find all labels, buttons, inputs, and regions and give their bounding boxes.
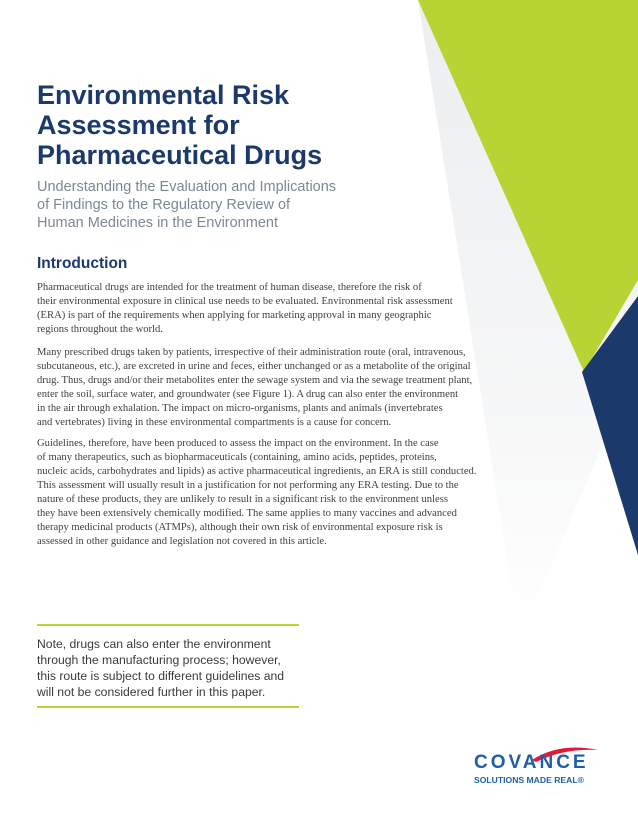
paragraph-line: nature of these products, they are unlikely to result in a significant risk to the environment unless xyxy=(37,494,448,505)
paragraph-line: Many prescribed drugs taken by patients, irrespective of their administration route (oral, intravenous, xyxy=(37,347,466,358)
paragraph-line: nucleic acids, carbohydrates and lipids) as active pharmaceutical ingredients, an ERA is still conducted. xyxy=(37,466,477,477)
logo-tagline: SOLUTIONS MADE REAL® xyxy=(474,775,584,785)
page-title xyxy=(37,80,357,170)
paragraph-line: subcutaneous, etc.), are excreted in urine and feces, either unchanged or as a metabolite of the original xyxy=(37,361,471,372)
paragraph-line: This assessment will usually result in a justification for not performing any ERA testing. Due to the xyxy=(37,480,459,491)
title-line: Pharmaceutical Drugs xyxy=(37,140,323,170)
paragraph-3 xyxy=(37,437,497,549)
covance-logo xyxy=(474,752,604,786)
note-line: this route is subject to different guidelines and xyxy=(37,669,285,683)
paragraph-line: enter the soil, surface water, and groundwater (see Figure 1). A drug can also enter the environment xyxy=(37,389,459,400)
note-line: through the manufacturing process; however, xyxy=(37,653,281,667)
section-heading-introduction: Introduction xyxy=(37,255,128,272)
note-line: Note, drugs can also enter the environment xyxy=(37,637,271,651)
subtitle-line: Human Medicines in the Environment xyxy=(37,215,278,231)
title-line: Assessment for xyxy=(37,110,240,140)
paragraph-line: (ERA) is part of the requirements when applying for marketing approval in many geographic xyxy=(37,310,432,321)
subtitle-line: of Findings to the Regulatory Review of xyxy=(37,197,291,213)
subtitle-line: Understanding the Evaluation and Implications xyxy=(37,179,337,195)
note-callout xyxy=(37,636,317,700)
paragraph-line: their environmental exposure in clinical use needs to be evaluated. Environmental risk assessment xyxy=(37,296,453,307)
paragraph-line: of many therapeutics, such as biopharmaceuticals (containing, amino acids, peptides, proteins, xyxy=(37,452,437,463)
title-line: Environmental Risk xyxy=(37,80,290,110)
paragraph-line: therapy medicinal products (ATMPs), although their own risk of environmental exposure risk is xyxy=(37,522,443,533)
paragraph-line: they have been extensively chemically modified. The same applies to many vaccines and advanced xyxy=(37,508,457,519)
logo-wordmark: COVANCE xyxy=(474,752,589,773)
paragraph-line: regions throughout the world. xyxy=(37,324,163,335)
paragraph-2 xyxy=(37,346,497,430)
paragraph-line: drug. Thus, drugs and/or their metabolites enter the sewage system and via the sewage treatment plant, xyxy=(37,375,473,386)
paragraph-line: in the air through exhalation. The impact on micro-organisms, plants and animals (invertebrates xyxy=(37,403,443,414)
note-line: will not be considered further in this paper. xyxy=(37,685,266,699)
paragraph-line: assessed in other guidance and legislation not covered in this article. xyxy=(37,536,327,547)
paragraph-1 xyxy=(37,281,497,337)
page-subtitle xyxy=(37,178,377,232)
note-bottom-divider xyxy=(37,706,299,708)
paragraph-line: and vertebrates) living in these environmental compartments is a cause for concern. xyxy=(37,417,392,428)
paragraph-line: Pharmaceutical drugs are intended for the treatment of human disease, therefore the risk of xyxy=(37,282,422,293)
note-top-divider xyxy=(37,624,299,626)
paragraph-line: Guidelines, therefore, have been produced to assess the impact on the environment. In the case xyxy=(37,438,439,449)
